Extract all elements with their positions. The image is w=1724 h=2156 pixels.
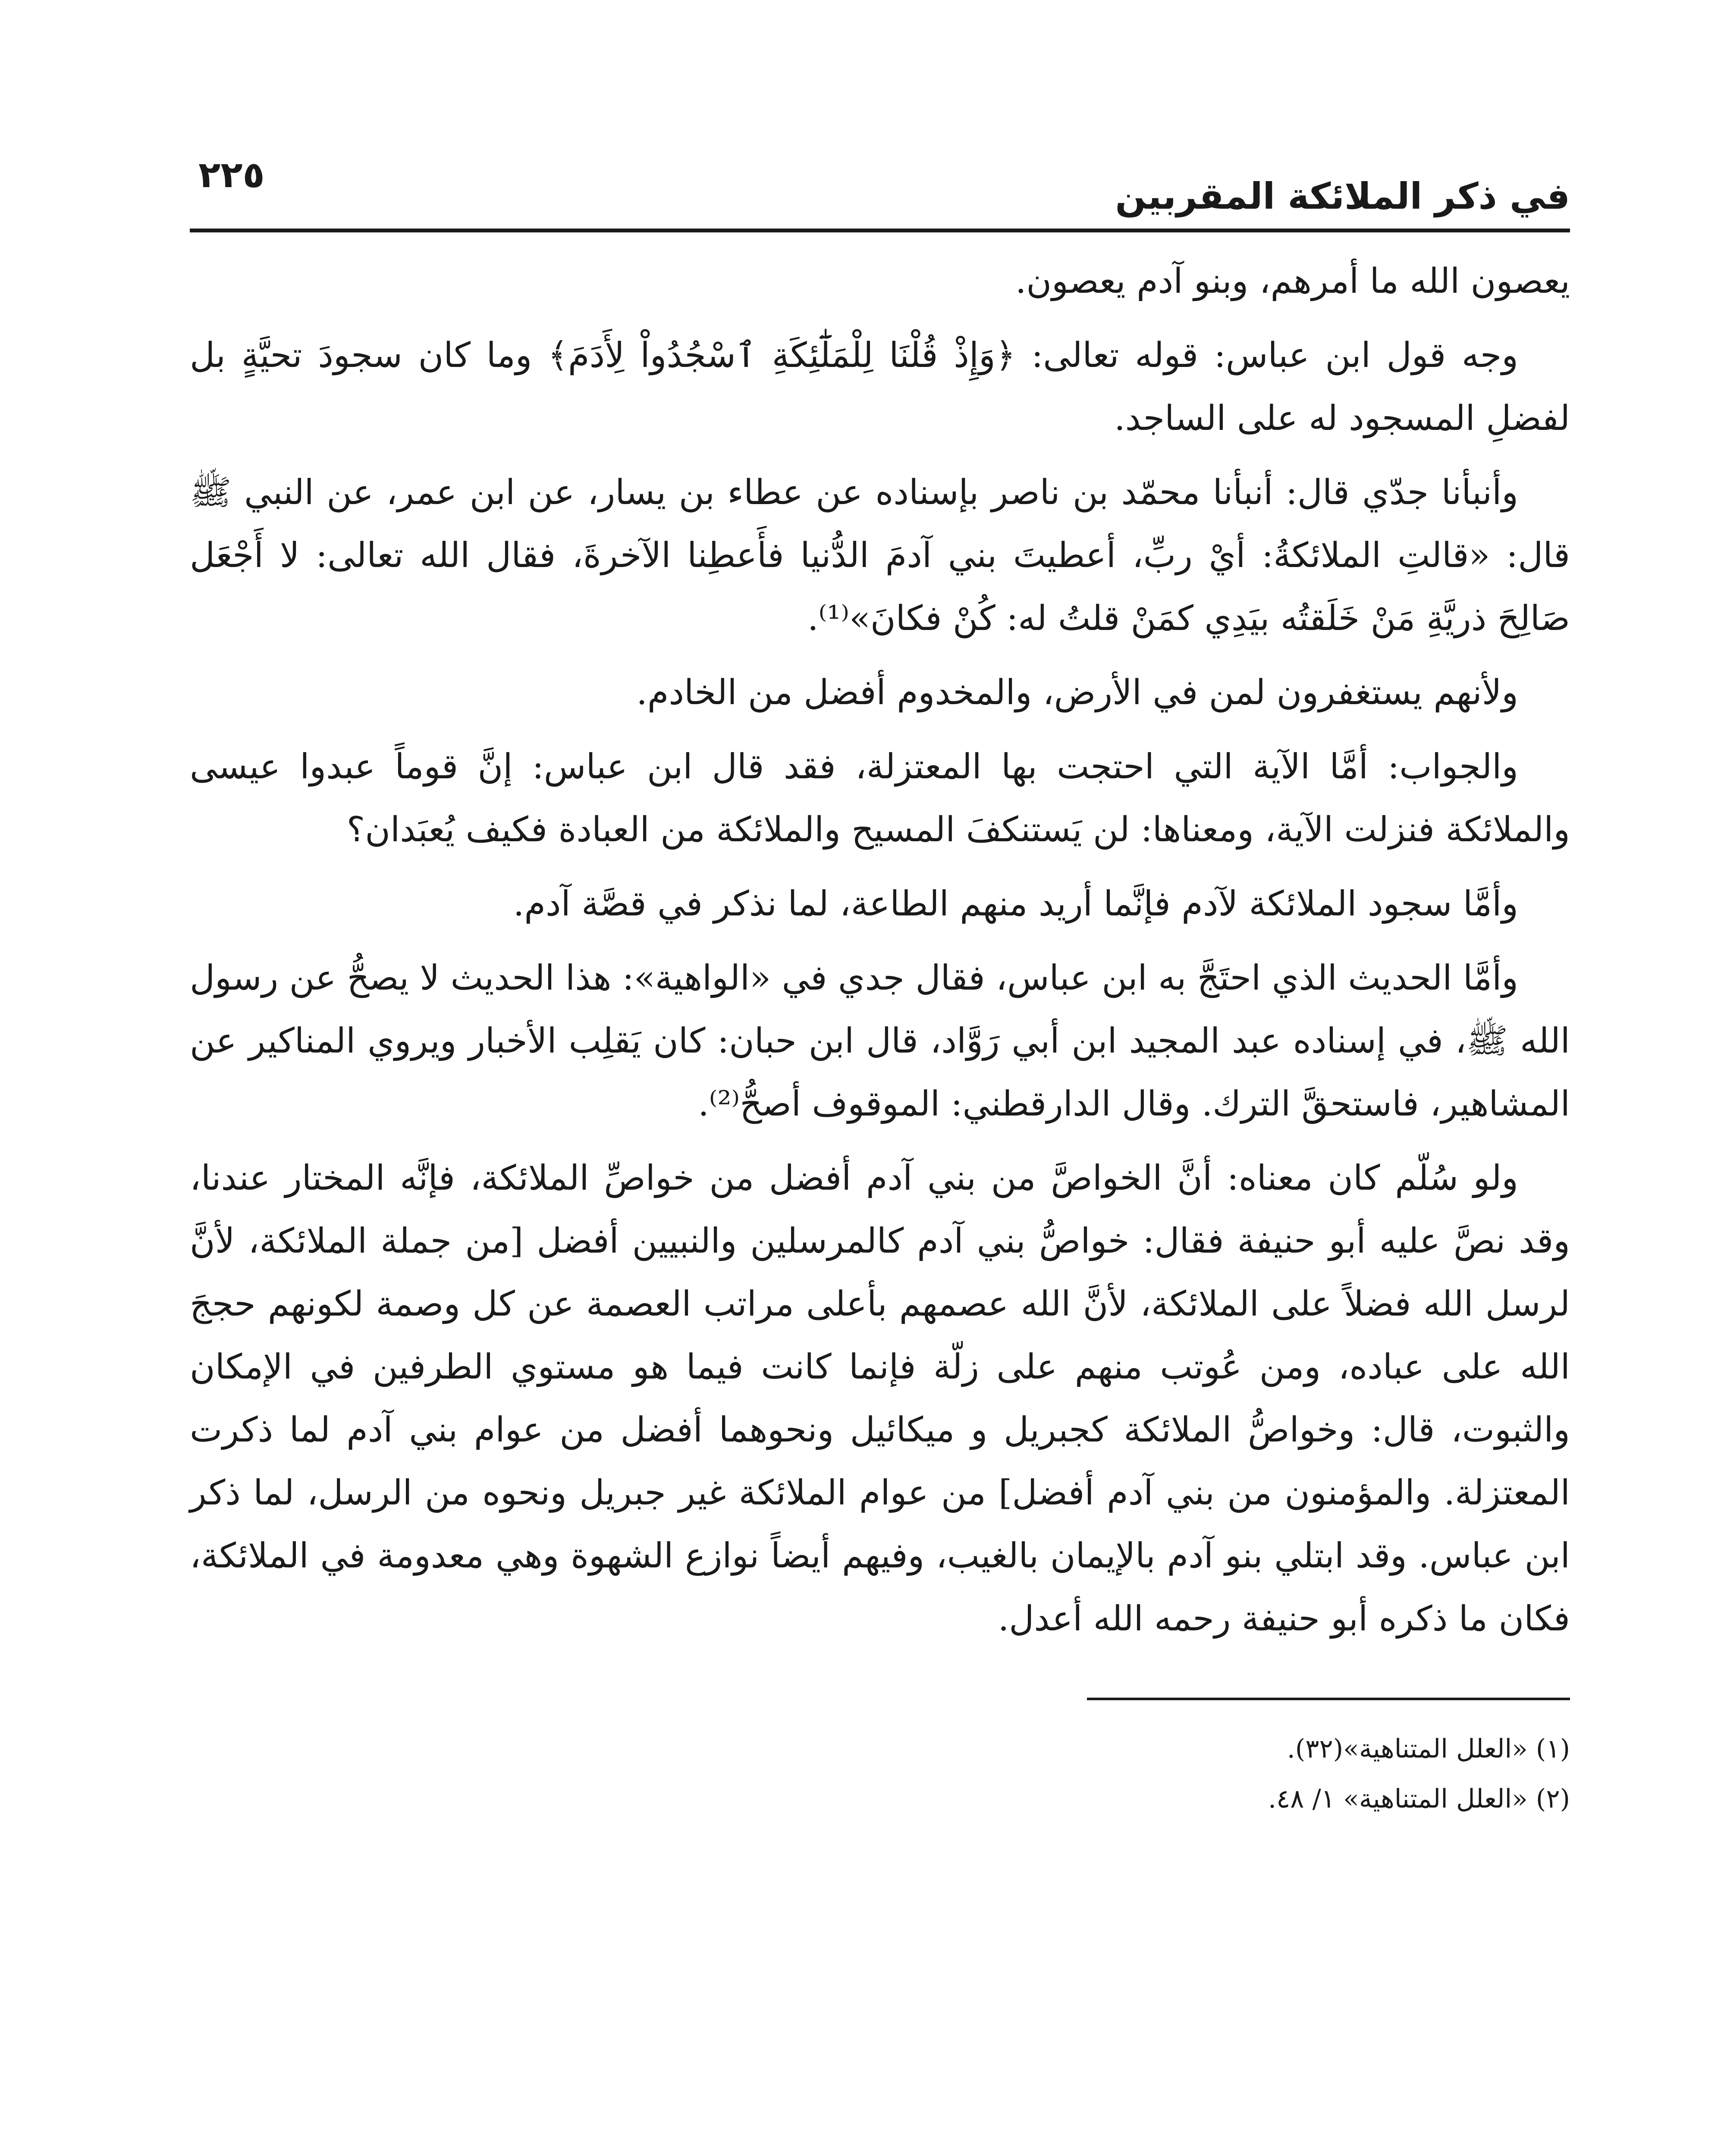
paragraph: ولأنهم يستغفرون لمن في الأرض، والمخدوم أفضل من الخادم. (636, 672, 1518, 712)
paragraph: وأنبأنا جدّي قال: أنبأنا محمّد بن ناصر بإسناده عن عطاء بن يسار، عن ابن عمر، عن النبي ﷺ قال: «قالتِ الملائكةُ: أيْ ربِّ، أعطيتَ بني آدمَ الدُّنيا فأَعطِنا الآخرةَ، فقال الله تعالى: لا أَجْعَل صَالِحَ ذريَّةِ مَنْ خَلَقتُه بيَدِي كمَنْ قلتُ له: كُنْ فكانَ»⁽¹⁾. (190, 472, 1570, 638)
paragraph: وأمَّا سجود الملائكة لآدم فإنَّما أريد منهم الطاعة، لما نذكر في قصَّة آدم. (513, 884, 1518, 924)
paragraph: ولو سُلّم كان معناه: أنَّ الخواصَّ من بني آدم أفضل من خواصِّ الملائكة، فإنَّه المختار عندنا، وقد نصَّ عليه أبو حنيفة فقال: خواصُّ بني آدم كالمرسلين والنبيين أفضل [من جملة الملائكة، لأنَّ لرسل الله فضلاً على الملائكة، لأنَّ الله عصمهم بأعلى مراتب العصمة عن كل وصمة لكونهم حججَ الله على عباده، ومن عُوتب منهم على زلّة فإنما كانت فيما هو مستوي الطرفين في الإمكان والثبوت، قال: وخواصُّ الملائكة كجبريل و ميكائيل ونحوهما أفضل من عوام بني آدم لما ذكرت المعتزلة. والمؤمنون من بني آدم أفضل] من عوام الملائكة غير جبريل ونحوه من الرسل، لما ذكر ابن عباس. وقد ابتلي بنو آدم بالإيمان بالغيب، وفيهم أيضاً نوازع الشهوة وهي معدومة في الملائكة، فكان ما ذكره أبو حنيفة رحمه الله أعدل. (190, 1158, 1570, 1639)
paragraph: والجواب: أمَّا الآية التي احتجت بها المعتزلة، فقد قال ابن عباس: إنَّ قوماً عبدوا عيسى والملائكة فنزلت الآية، ومعناها: لن يَستنكفَ المسيح والملائكة من العبادة فكيف يُعبَدان؟ (190, 746, 1570, 849)
book-page (190, 142, 1570, 2156)
page-header (190, 142, 1570, 232)
paragraph: وجه قول ابن عباس: قوله تعالى: ﴿وَإِذْ قُلْنَا لِلْمَلَٰٓئِكَةِ ٱسْجُدُواْ لِأَدَمَ﴾ وما كان سجودَ تحيَّةٍ بل لفضلِ المسجود له على الساجد. (190, 335, 1570, 438)
page-number: ٢٢٥ (198, 154, 265, 196)
paragraph: يعصون الله ما أمرهم، وبنو آدم يعصون. (1015, 261, 1570, 301)
footnote: (٢) «العلل المتناهية» ١/ ٤٨. (1268, 1784, 1570, 1814)
footnote: (١) «العلل المتناهية»(٣٢). (1287, 1734, 1570, 1764)
paragraph: وأمَّا الحديث الذي احتَجَّ به ابن عباس، فقال جدي في «الواهية»: هذا الحديث لا يصحُّ عن رسول الله ﷺ، في إسناده عبد المجيد ابن أبي رَوَّاد، قال ابن حبان: كان يَقلِب الأخبار ويروي المناكير عن المشاهير، فاستحقَّ الترك. وقال الدارقطني: الموقوف أصحُّ⁽²⁾. (190, 958, 1570, 1124)
running-title: في ذكر الملائكة المقربين (1115, 175, 1570, 217)
main-text (190, 250, 1570, 1650)
footnote-divider (1087, 1698, 1570, 1700)
footnotes (190, 1724, 1570, 1824)
